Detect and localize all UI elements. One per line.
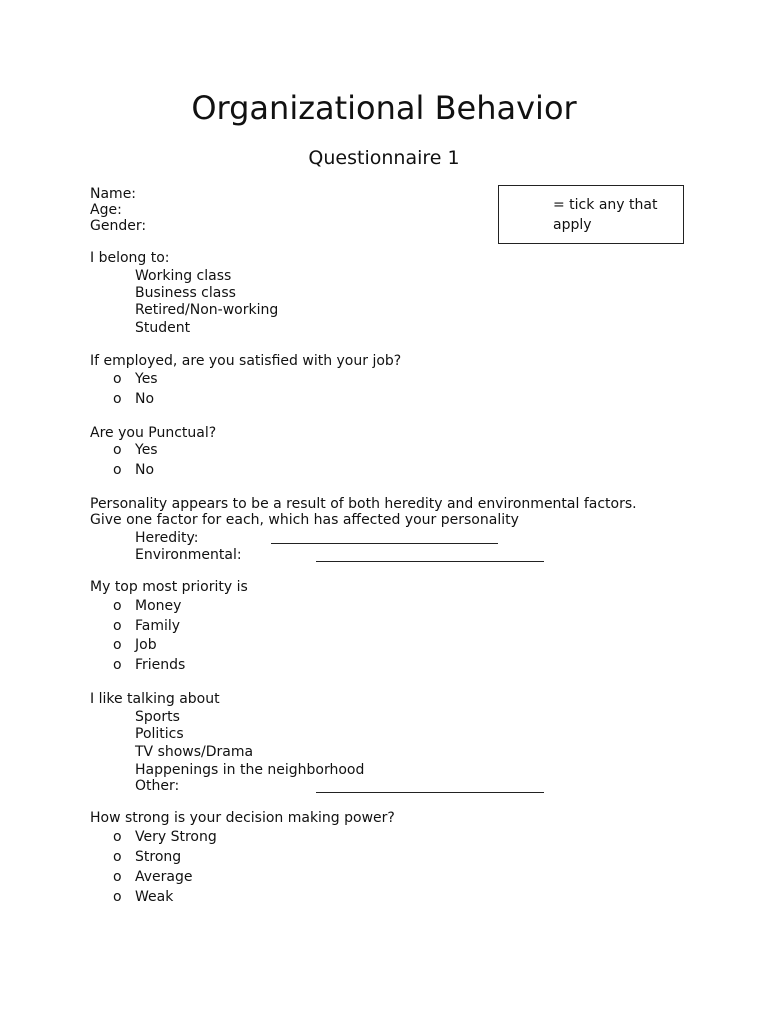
question-priority: My top most priority is bbox=[90, 579, 248, 595]
question-punctual: Are you Punctual? bbox=[90, 425, 217, 441]
option-student: Student bbox=[135, 320, 191, 336]
option-sports: Sports bbox=[135, 709, 180, 725]
age-label: Age: bbox=[90, 202, 122, 218]
question-belong-to: I belong to: bbox=[90, 250, 170, 266]
bullet-icon: o bbox=[113, 598, 122, 614]
option-friends: Friends bbox=[135, 657, 186, 673]
question-talking-about: I like talking about bbox=[90, 691, 220, 707]
option-yes: Yes bbox=[135, 371, 158, 387]
page-subtitle: Questionnaire 1 bbox=[308, 147, 460, 169]
option-family: Family bbox=[135, 618, 181, 634]
option-no: No bbox=[135, 462, 155, 478]
option-money: Money bbox=[135, 598, 182, 614]
bullet-icon: o bbox=[113, 849, 122, 865]
question-personality-line2: Give one factor for each, which has affected your personality bbox=[90, 512, 519, 528]
gender-label: Gender: bbox=[90, 218, 147, 234]
bullet-icon: o bbox=[113, 371, 122, 387]
bullet-icon: o bbox=[113, 391, 122, 407]
option-strong: Strong bbox=[135, 849, 182, 865]
question-decision-power: How strong is your decision making power? bbox=[90, 810, 395, 826]
environmental-label: Environmental: bbox=[135, 547, 242, 563]
bullet-icon: o bbox=[113, 829, 122, 845]
bullet-icon: o bbox=[113, 637, 122, 653]
option-no: No bbox=[135, 391, 155, 407]
option-yes: Yes bbox=[135, 442, 158, 458]
option-very-strong: Very Strong bbox=[135, 829, 217, 845]
option-business-class: Business class bbox=[135, 285, 236, 301]
name-label: Name: bbox=[90, 186, 137, 202]
bullet-icon: o bbox=[113, 657, 122, 673]
option-job: Job bbox=[135, 637, 157, 653]
option-working-class: Working class bbox=[135, 268, 232, 284]
page-title: Organizational Behavior bbox=[191, 89, 577, 127]
bullet-icon: o bbox=[113, 462, 122, 478]
environmental-answer-line[interactable] bbox=[316, 561, 544, 562]
bullet-icon: o bbox=[113, 869, 122, 885]
heredity-answer-line[interactable] bbox=[271, 543, 498, 544]
legend-text: = tick any that apply bbox=[553, 197, 658, 233]
heredity-label: Heredity: bbox=[135, 530, 199, 546]
other-answer-line[interactable] bbox=[316, 792, 544, 793]
option-tv-shows: TV shows/Drama bbox=[135, 744, 254, 760]
option-happenings: Happenings in the neighborhood bbox=[135, 762, 365, 778]
option-politics: Politics bbox=[135, 726, 184, 742]
bullet-icon: o bbox=[113, 442, 122, 458]
bullet-icon: o bbox=[113, 618, 122, 634]
legend-box bbox=[498, 185, 684, 244]
option-retired: Retired/Non-working bbox=[135, 302, 279, 318]
question-job-satisfaction: If employed, are you satisfied with your job? bbox=[90, 353, 402, 369]
bullet-icon: o bbox=[113, 889, 122, 905]
question-personality-line1: Personality appears to be a result of both heredity and environmental factors. bbox=[90, 496, 637, 512]
option-weak: Weak bbox=[135, 889, 174, 905]
option-average: Average bbox=[135, 869, 193, 885]
option-other: Other: bbox=[135, 778, 180, 794]
